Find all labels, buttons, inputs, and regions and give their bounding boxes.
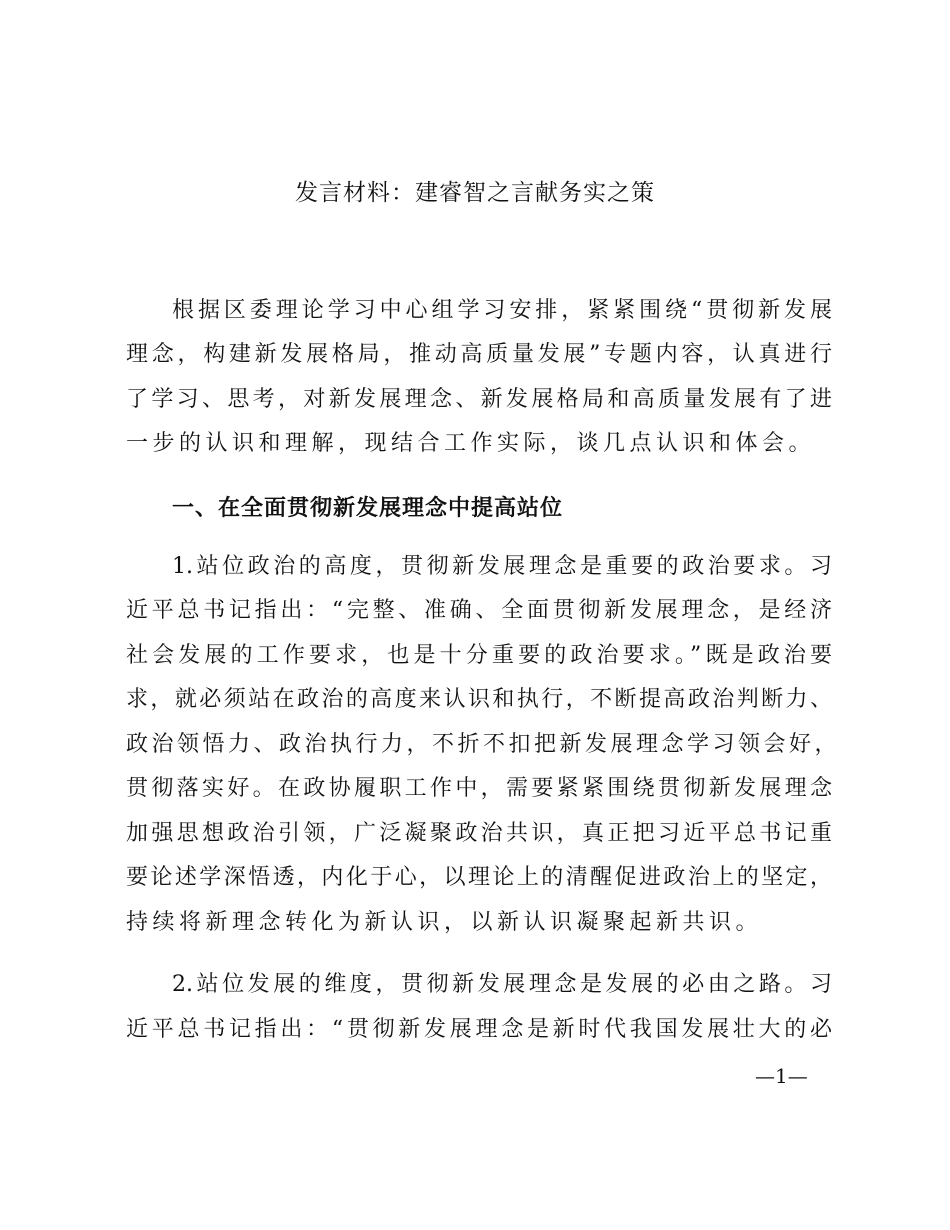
- para1-line: 1.站位政治的高度，贯彻新发展理念是重要的政治要求。习: [172, 554, 832, 579]
- intro-line: 根据区委理论学习中心组学习安排，紧紧围绕“贯彻新发展: [172, 298, 832, 323]
- para1-line: 近平总书记指出：“完整、准确、全面贯彻新发展理念，是经济: [126, 598, 832, 623]
- para1-line: 社会发展的工作要求，也是十分重要的政治要求。”既是政治要: [126, 643, 832, 668]
- para1-line: 贯彻落实好。在政协履职工作中，需要紧紧围绕贯彻新发展理念: [126, 776, 832, 801]
- page-number: —1—: [755, 1064, 808, 1088]
- para1-line: 政治领悟力、政治执行力，不折不扣把新发展理念学习领会好，: [126, 732, 841, 757]
- para2-line: 近平总书记指出：“贯彻新发展理念是新时代我国发展壮大的必: [126, 1017, 832, 1042]
- para1-line: 要论述学深悟透，内化于心，以理论上的清醒促进政治上的坚定，: [126, 865, 832, 890]
- para1-line: 持续将新理念转化为新认识，以新认识凝聚起新共识。: [126, 910, 763, 935]
- para2-line: 2.站位发展的维度，贯彻新发展理念是发展的必由之路。习: [172, 972, 832, 997]
- intro-line: 了学习、思考，对新发展理念、新发展格局和高质量发展有了进: [126, 387, 832, 412]
- section-heading: 一、在全面贯彻新发展理念中提高站位: [172, 496, 564, 521]
- intro-line: 理念，构建新发展格局，推动高质量发展”专题内容，认真进行: [126, 342, 832, 367]
- para1-line: 求，就必须站在政治的高度来认识和执行，不断提高政治判断力、: [126, 687, 832, 712]
- para1-line: 加强思想政治引领，广泛凝聚政治共识，真正把习近平总书记重: [126, 821, 832, 846]
- document-title: 发言材料：建睿智之言献务实之策: [295, 180, 655, 206]
- intro-line: 一步的认识和理解，现结合工作实际，谈几点认识和体会。: [126, 431, 816, 456]
